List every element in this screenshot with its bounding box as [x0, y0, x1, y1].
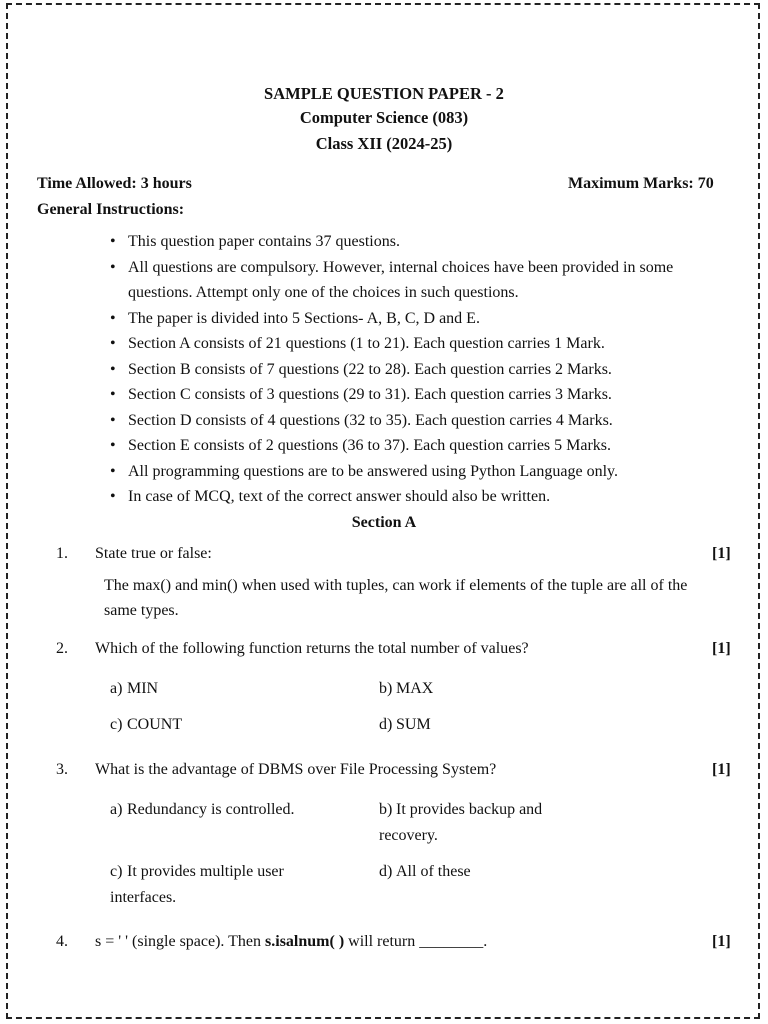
option-text: It provides multiple user interfaces.	[110, 863, 284, 906]
instruction-item: • The paper is divided into 5 Sections- A, B, C, D and E.	[108, 306, 728, 332]
question-3-number: 3.	[56, 761, 68, 778]
question-2-marks: [1]	[712, 640, 731, 657]
instruction-item: • Section E consists of 2 questions (36 to 37). Each question carries 5 Marks.	[108, 433, 728, 459]
question-2-number: 2.	[56, 640, 68, 657]
question-1-statement: The max() and min() when used with tuples, can work if elements of the tuple are all of the same types.	[104, 577, 688, 619]
option-label: a)	[110, 801, 123, 818]
question-4-code: s.isalnum( )	[265, 933, 345, 950]
paper-class: Class XII (2024-25)	[315, 134, 453, 153]
question-2-option-c	[110, 712, 350, 738]
time-allowed: Time Allowed: 3 hours	[37, 175, 192, 192]
instruction-item: • In case of MCQ, text of the correct answer should also be written.	[108, 484, 728, 510]
question-1-marks: [1]	[712, 545, 731, 562]
option-label: d)	[379, 716, 393, 733]
question-3-option-d	[379, 859, 619, 885]
question-2-option-a	[110, 676, 350, 702]
question-1-number: 1.	[56, 545, 68, 562]
question-3-option-c	[110, 859, 320, 911]
question-3-marks: [1]	[712, 761, 731, 778]
option-label: c)	[110, 716, 123, 733]
question-4-marks: [1]	[712, 933, 731, 950]
paper-subject: Computer Science (083)	[299, 108, 469, 127]
question-3-option-a	[110, 797, 335, 823]
instruction-item: • Section C consists of 3 questions (29 to 31). Each question carries 3 Marks.	[108, 382, 728, 408]
option-text: It provides backup and recovery.	[379, 801, 543, 844]
question-4-text	[95, 933, 487, 951]
paper-title: SAMPLE QUESTION PAPER - 2	[264, 84, 504, 103]
instruction-item: • All questions are compulsory. However, internal choices have been provided in some questions. Attempt only one of the choices in such questions.	[108, 255, 728, 306]
option-label: b)	[379, 801, 393, 818]
instruction-item: • This question paper contains 37 questions.	[108, 229, 728, 255]
instructions-list	[108, 229, 728, 510]
question-4-text-pre: s = ' ' (single space). Then	[95, 933, 266, 950]
option-text: SUM	[396, 716, 431, 733]
option-label: c)	[110, 863, 123, 880]
question-2-option-b	[379, 676, 619, 702]
instruction-item: • Section D consists of 4 questions (32 to 35). Each question carries 4 Marks.	[108, 408, 728, 434]
question-2-option-d	[379, 712, 619, 738]
option-text: Redundancy is controlled.	[127, 801, 295, 818]
question-2-text: Which of the following function returns the total number of values?	[95, 640, 529, 657]
instruction-item: • Section A consists of 21 questions (1 to 21). Each question carries 1 Mark.	[108, 331, 728, 357]
instructions-heading: General Instructions:	[37, 201, 185, 218]
option-text: MAX	[396, 680, 434, 697]
option-label: b)	[379, 680, 393, 697]
question-1-text: State true or false:	[95, 545, 212, 562]
question-4-text-post: will return ________.	[344, 933, 488, 950]
option-label: a)	[110, 680, 123, 697]
option-label: d)	[379, 863, 393, 880]
option-text: All of these	[396, 863, 471, 880]
question-4-number: 4.	[56, 933, 68, 950]
instruction-item: • Section B consists of 7 questions (22 to 28). Each question carries 2 Marks.	[108, 357, 728, 383]
option-text: COUNT	[127, 716, 183, 733]
maximum-marks: Maximum Marks: 70	[568, 175, 714, 192]
instruction-item: • All programming questions are to be answered using Python Language only.	[108, 459, 728, 485]
question-3-option-b	[379, 797, 579, 849]
section-title: Section A	[351, 514, 417, 531]
option-text: MIN	[127, 680, 159, 697]
question-3-text: What is the advantage of DBMS over File Processing System?	[95, 761, 497, 778]
